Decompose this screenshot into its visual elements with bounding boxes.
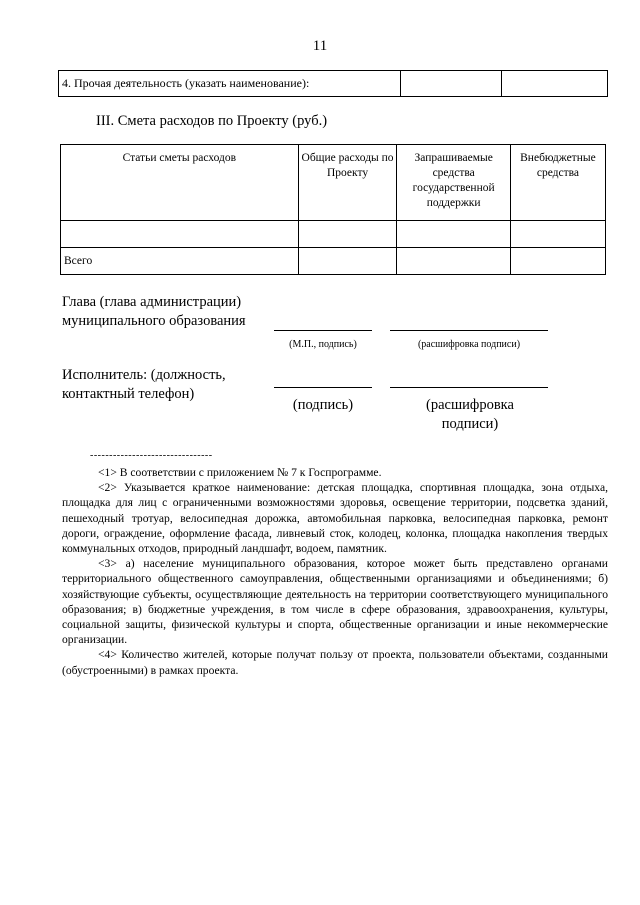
- head-name-line: [390, 330, 548, 331]
- page-number: 11: [312, 38, 328, 54]
- executor-label: Исполнитель: (должность, контактный телефон): [62, 367, 226, 402]
- table-cell: [61, 221, 299, 248]
- head-label: Глава (глава администрации) муниципального образования: [62, 294, 246, 329]
- other-activity-cell-3: [501, 71, 607, 97]
- footnote-2: <2> Указывается краткое наименование: детская площадка, спортивная площадка, зона отдыха, площадка для лиц с ограниченными возможностями здоровья, освещение территории, подсветка зданий, пешеходный тротуар, велосипедная дорожка, автомобильная парковка, велосипедная парковка, ремонт дороги, ограждение, оформление фасада, ливневый сток, колодец, колонка, площадка накопления твердых коммунальных отходов, природный ландшафт, водоем, памятник.: [62, 481, 608, 556]
- section-title: III. Смета расходов по Проекту (руб.): [96, 113, 328, 129]
- footnote-4: <4> Количество жителей, которые получат пользу от проекта, пользователи объектами, созданными (обустроенными) в рамках проекта.: [62, 648, 608, 677]
- table-cell: [397, 221, 510, 248]
- executor-name-line: [390, 387, 548, 388]
- total-label: Всего: [61, 248, 299, 275]
- header-extrabudgetary-funds: Внебюджетные средства: [510, 145, 605, 221]
- table-cell: [397, 248, 510, 275]
- other-activity-table: [58, 70, 608, 97]
- table-cell: [298, 248, 397, 275]
- head-caption-sign: (М.П., подпись): [289, 339, 357, 350]
- other-activity-label: 4. Прочая деятельность (указать наименование):: [59, 71, 401, 97]
- executor-caption-name: (расшифровка подписи): [426, 397, 514, 432]
- total-row: [61, 248, 606, 275]
- footnote-separator: --------------------------------: [90, 450, 213, 461]
- table-row: [61, 221, 606, 248]
- executor-caption-sign: (подпись): [292, 397, 354, 413]
- footnote-3: <3> а) население муниципального образования, которое может быть представлено органами территориального общественного самоуправления, общественными организациями и объединениями; б) хозяйствующие субъекты, осуществляющие деятельность на территории соответствующего муниципального образования; в) бюджетные учреждения, в том числе в сфере образования, здравоохранения, культуры, социальной защиты, физической культуры и спорта, общественные организации и иные некоммерческие организации.: [62, 557, 608, 647]
- other-activity-cell-2: [401, 71, 501, 97]
- table-cell: [298, 221, 397, 248]
- footnotes: [62, 465, 608, 678]
- header-requested-funds: Запрашиваемые средства государственной поддержки: [397, 145, 510, 221]
- executor-sign-line: [274, 387, 372, 388]
- header-budget-items: Статьи сметы расходов: [61, 145, 299, 221]
- head-sign-line: [274, 330, 372, 331]
- table-cell: [510, 221, 605, 248]
- table-cell: [510, 248, 605, 275]
- footnote-1: <1> В соответствии с приложением № 7 к Госпрограмме.: [98, 466, 382, 479]
- head-caption-name: (расшифровка подписи): [417, 339, 521, 350]
- header-total-expenses: Общие расходы по Проекту: [298, 145, 397, 221]
- budget-table: [60, 144, 606, 275]
